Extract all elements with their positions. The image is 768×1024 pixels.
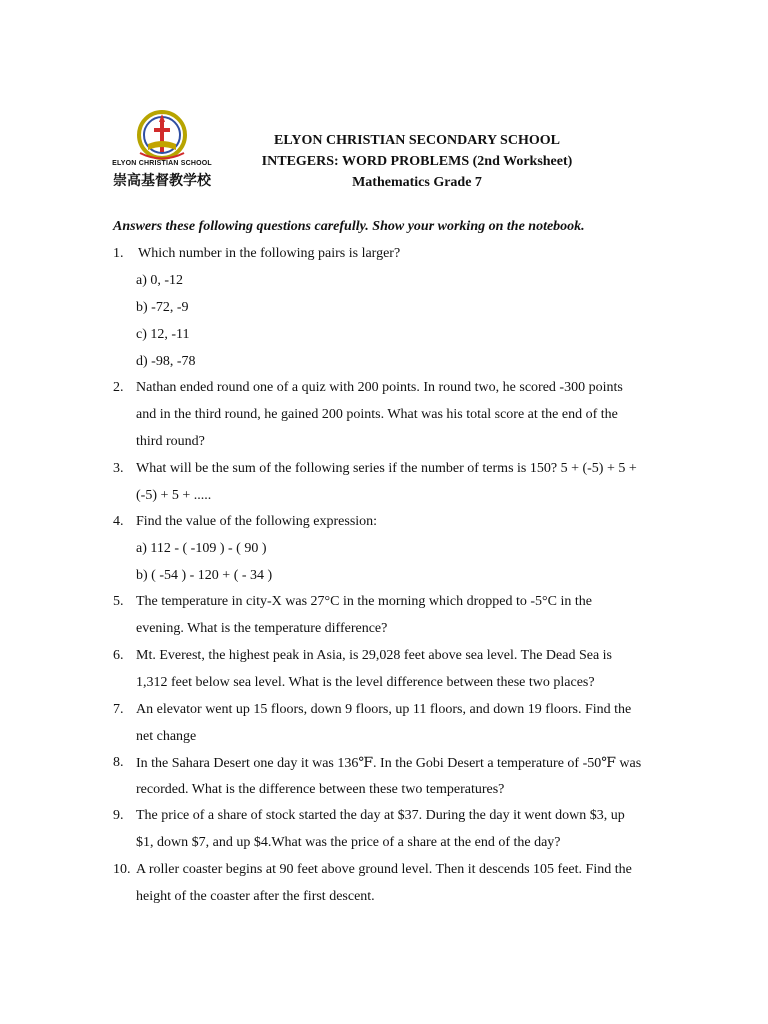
question-text: A roller coaster begins at 90 feet above ground level. Then it descends 105 feet. Find the [136,862,632,877]
question-text: The temperature in city-X was 27°C in the morning which dropped to -5°C in the [136,594,592,609]
question-number: 6. [113,648,124,663]
sub-item: b) -72, -9 [136,300,189,315]
question-text: evening. What is the temperature difference? [136,621,388,636]
instructions: Answers these following questions carefully. Show your working on the notebook. [113,219,585,234]
school-crest-icon [112,108,212,164]
question-text: The price of a share of stock started the day at $37. During the day it went down $3, up [136,808,625,823]
question-text: net change [136,729,197,744]
school-name: ELYON CHRISTIAN SECONDARY SCHOOL [274,133,560,148]
sub-item: a) 0, -12 [136,273,184,288]
question-number: 5. [113,594,124,609]
logo-chinese-text: 崇高基督教学校 [113,173,211,189]
question-text: $1, down $7, and up $4.What was the price of a share at the end of the day? [136,835,561,850]
question-text: In the Sahara Desert one day it was 136℉. In the Gobi Desert a temperature of -50℉ was [136,756,642,771]
question-number: 7. [113,702,124,717]
question-number: 10. [113,862,131,877]
question-text: height of the coaster after the first descent. [136,889,375,904]
question-number: 8. [113,755,124,770]
question-number: 9. [113,808,124,823]
worksheet-title: INTEGERS: WORD PROBLEMS (2nd Worksheet) [261,154,573,169]
question-text: 1,312 feet below sea level. What is the level difference between these two places? [136,675,595,690]
question-text: Nathan ended round one of a quiz with 200 points. In round two, he scored -300 points [136,380,623,395]
question-text: third round? [136,434,205,449]
sub-item: c) 12, -11 [136,327,190,342]
question-text: Find the value of the following expression: [136,514,378,529]
question-number: 3. [113,461,124,476]
logo-text: ELYON CHRISTIAN SCHOOL [112,160,212,167]
question-number: 2. [113,380,124,395]
question-text: (-5) + 5 + ..... [136,488,212,503]
sub-item: b) ( -54 ) - 120 + ( - 34 ) [136,568,273,583]
sub-item: d) -98, -78 [136,354,196,369]
question-text: What will be the sum of the following series if the number of terms is 150? 5 + (-5) + 5 + [136,461,637,476]
question-text: Mt. Everest, the highest peak in Asia, is 29,028 feet above sea level. The Dead Sea is [136,648,612,663]
grade-label: Mathematics Grade 7 [352,175,482,190]
question-text: recorded. What is the difference between these two temperatures? [136,782,505,797]
question-text: An elevator went up 15 floors, down 9 floors, up 11 floors, and down 19 floors. Find the [136,702,632,717]
sub-item: a) 112 - ( -109 ) - ( 90 ) [136,541,267,556]
question-text: Which number in the following pairs is larger? [138,246,401,261]
question-text: and in the third round, he gained 200 points. What was his total score at the end of the [136,407,618,422]
page-header [220,130,614,193]
school-logo [112,108,220,190]
question-number: 1. [113,246,124,261]
question-number: 4. [113,514,124,529]
